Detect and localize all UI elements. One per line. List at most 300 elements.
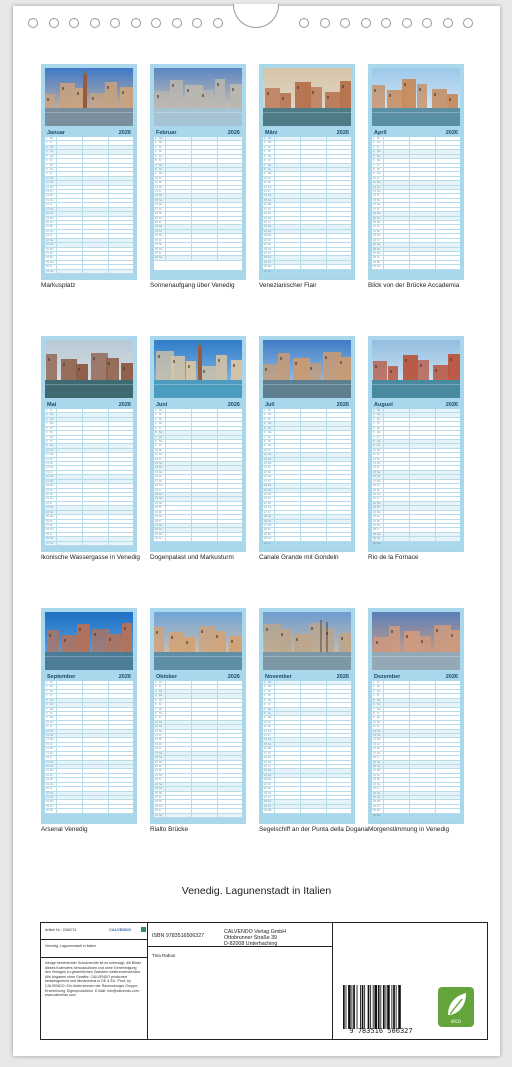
weekday: So bbox=[50, 765, 54, 769]
planner-column bbox=[108, 256, 109, 259]
planner-column bbox=[326, 497, 327, 500]
day-number: 30 bbox=[46, 537, 49, 541]
planner-column bbox=[383, 422, 384, 425]
planner-column bbox=[217, 190, 218, 193]
weekday: Di bbox=[268, 751, 271, 755]
day-number: 12 bbox=[155, 457, 158, 461]
month-photo bbox=[45, 68, 133, 126]
planner-column bbox=[165, 243, 166, 246]
planner-column bbox=[435, 436, 436, 439]
weekday: Sa bbox=[159, 225, 163, 229]
planner-column bbox=[82, 730, 83, 733]
binding-hole bbox=[49, 18, 59, 28]
planner-column bbox=[300, 792, 301, 795]
planner-column bbox=[435, 489, 436, 492]
planner-column bbox=[82, 164, 83, 167]
planner-column bbox=[409, 497, 410, 500]
planner-column bbox=[217, 409, 218, 412]
planner-column bbox=[217, 506, 218, 509]
day-number: 25 bbox=[264, 515, 267, 519]
planner-column bbox=[435, 730, 436, 733]
weekday: Fr bbox=[159, 519, 162, 523]
planner-column bbox=[165, 708, 166, 711]
planner-column bbox=[326, 208, 327, 211]
planner-column bbox=[82, 699, 83, 702]
planner-column bbox=[274, 685, 275, 688]
day-number: 5 bbox=[264, 426, 266, 430]
planner-column bbox=[383, 458, 384, 461]
day-number: 13 bbox=[264, 734, 267, 738]
planner-column bbox=[217, 792, 218, 795]
planner-column bbox=[435, 137, 436, 140]
day-number: 3 bbox=[264, 417, 266, 421]
planner-column bbox=[300, 528, 301, 531]
planner-column bbox=[82, 520, 83, 523]
planner-column bbox=[217, 520, 218, 523]
planner-column bbox=[191, 252, 192, 255]
planner-column bbox=[217, 756, 218, 759]
planner-column bbox=[435, 721, 436, 724]
day-number: 8 bbox=[46, 711, 48, 715]
weekday: Mi bbox=[50, 163, 53, 167]
planner-column bbox=[300, 515, 301, 518]
planner-column bbox=[300, 787, 301, 790]
weekday: Di bbox=[50, 519, 53, 523]
weekday: Mi bbox=[377, 260, 380, 264]
day-number: 22 bbox=[46, 229, 49, 233]
weekday: Do bbox=[50, 229, 54, 233]
weekday: So bbox=[50, 479, 54, 483]
weekday: Fr bbox=[268, 541, 271, 545]
weekday: Fr bbox=[159, 716, 162, 720]
month-photo bbox=[263, 612, 351, 670]
weekday: So bbox=[377, 795, 381, 799]
planner-column bbox=[56, 712, 57, 715]
planner-column bbox=[383, 542, 384, 545]
planner-column bbox=[82, 493, 83, 496]
day-number: 29 bbox=[373, 804, 376, 808]
day-number: 22 bbox=[264, 229, 267, 233]
day-number: 7 bbox=[264, 163, 266, 167]
weekday: Do bbox=[268, 216, 272, 220]
planner-column bbox=[165, 466, 166, 469]
weekday: So bbox=[377, 765, 381, 769]
day-number: 30 bbox=[155, 809, 158, 813]
publisher-city: D-82008 Unterhaching bbox=[224, 941, 278, 947]
day-number: 24 bbox=[46, 510, 49, 514]
planner-column bbox=[274, 444, 275, 447]
day-number: 26 bbox=[155, 247, 158, 251]
weekday: Sa bbox=[50, 238, 54, 242]
planner-column bbox=[274, 537, 275, 540]
planner-column bbox=[165, 155, 166, 158]
day-number: 23 bbox=[155, 506, 158, 510]
weekday: Do bbox=[159, 422, 163, 426]
day-number: 12 bbox=[46, 185, 49, 189]
planner-column bbox=[409, 141, 410, 144]
planner-column bbox=[383, 409, 384, 412]
day-row bbox=[154, 537, 242, 541]
planner-column bbox=[108, 413, 109, 416]
weekday: Mo bbox=[159, 791, 163, 795]
weekday: Di bbox=[268, 176, 271, 180]
planner-column bbox=[56, 694, 57, 697]
planner-column bbox=[82, 721, 83, 724]
planner-column bbox=[108, 252, 109, 255]
day-number: 13 bbox=[264, 190, 267, 194]
planner-column bbox=[217, 738, 218, 741]
day-number: 10 bbox=[373, 448, 376, 452]
planner-column bbox=[165, 168, 166, 171]
weekday: Di bbox=[50, 773, 53, 777]
planner-column bbox=[56, 489, 57, 492]
weekday: Mo bbox=[50, 738, 54, 742]
planner-column bbox=[217, 493, 218, 496]
planner-column bbox=[108, 743, 109, 746]
planner-column bbox=[165, 537, 166, 540]
planner-column bbox=[326, 690, 327, 693]
planner-column bbox=[409, 716, 410, 719]
planner-column bbox=[274, 248, 275, 251]
planner-column bbox=[217, 769, 218, 772]
weekday: Di bbox=[268, 497, 271, 501]
weekday: Mo bbox=[50, 185, 54, 189]
weekday: Di bbox=[50, 711, 53, 715]
planner-column bbox=[217, 524, 218, 527]
weekday: Di bbox=[159, 413, 162, 417]
weekday: Mi bbox=[377, 457, 380, 461]
day-number: 6 bbox=[46, 703, 48, 707]
day-number: 21 bbox=[373, 497, 376, 501]
planner-column bbox=[108, 537, 109, 540]
planner-column bbox=[217, 440, 218, 443]
planner-column bbox=[217, 453, 218, 456]
day-number: 10 bbox=[46, 720, 49, 724]
planner-column bbox=[300, 712, 301, 715]
weekday: Sa bbox=[268, 422, 272, 426]
planner-column bbox=[383, 190, 384, 193]
eco-badge bbox=[438, 987, 474, 1027]
calendar-sheet bbox=[13, 6, 500, 1056]
day-number: 15 bbox=[264, 470, 267, 474]
day-number: 18 bbox=[155, 756, 158, 760]
planner-column bbox=[217, 172, 218, 175]
weekday: Do bbox=[159, 484, 163, 488]
planner-column bbox=[383, 186, 384, 189]
weekday: Fr bbox=[50, 787, 53, 791]
planner-column bbox=[435, 427, 436, 430]
planner-column bbox=[274, 203, 275, 206]
planner-column bbox=[108, 778, 109, 781]
day-number: 14 bbox=[264, 194, 267, 198]
planner-column bbox=[326, 738, 327, 741]
planner-column bbox=[56, 256, 57, 259]
day-grid bbox=[154, 409, 242, 542]
weekday: Di bbox=[159, 506, 162, 510]
day-number: 25 bbox=[155, 787, 158, 791]
planner-column bbox=[56, 769, 57, 772]
weekday: Mi bbox=[159, 479, 162, 483]
day-number: 15 bbox=[46, 198, 49, 202]
day-number: 27 bbox=[373, 795, 376, 799]
planner-column bbox=[56, 708, 57, 711]
weekday: Mo bbox=[377, 707, 381, 711]
day-number: 24 bbox=[373, 510, 376, 514]
day-number: 26 bbox=[155, 791, 158, 795]
weekday: Fr bbox=[268, 221, 271, 225]
weekday: Do bbox=[50, 137, 54, 140]
planner-column bbox=[300, 800, 301, 803]
day-number: 8 bbox=[155, 167, 157, 171]
planner-column bbox=[409, 172, 410, 175]
planner-column bbox=[409, 466, 410, 469]
planner-column bbox=[409, 190, 410, 193]
planner-column bbox=[274, 725, 275, 728]
weekday: Do bbox=[50, 198, 54, 202]
planner-column bbox=[191, 146, 192, 149]
day-number: 2 bbox=[155, 413, 157, 417]
planner-column bbox=[435, 208, 436, 211]
weekday: Mo bbox=[268, 431, 272, 435]
day-number: 20 bbox=[373, 221, 376, 225]
planner-column bbox=[56, 703, 57, 706]
day-number: 5 bbox=[264, 154, 266, 158]
planner-column bbox=[326, 190, 327, 193]
planner-column bbox=[274, 752, 275, 755]
planner-column bbox=[326, 511, 327, 514]
day-number: 23 bbox=[155, 234, 158, 238]
day-number: 17 bbox=[373, 479, 376, 483]
planner-column bbox=[326, 444, 327, 447]
day-number: 14 bbox=[264, 466, 267, 470]
planner-column bbox=[383, 164, 384, 167]
month-year: 2026 bbox=[118, 401, 131, 408]
planner-column bbox=[383, 528, 384, 531]
weekday: Di bbox=[377, 681, 380, 684]
binding-hole bbox=[422, 18, 432, 28]
day-grid bbox=[45, 409, 133, 545]
day-number: 19 bbox=[264, 216, 267, 220]
planner-column bbox=[435, 738, 436, 741]
planner-column bbox=[56, 409, 57, 412]
day-number: 20 bbox=[373, 493, 376, 497]
planner-column bbox=[191, 422, 192, 425]
planner-column bbox=[274, 431, 275, 434]
planner-column bbox=[435, 783, 436, 786]
planner-column bbox=[56, 186, 57, 189]
planner-column bbox=[108, 694, 109, 697]
weekday: Sa bbox=[377, 501, 381, 505]
weekday: Sa bbox=[159, 523, 163, 527]
weekday: Do bbox=[50, 167, 54, 171]
day-number: 26 bbox=[264, 247, 267, 251]
planner-column bbox=[56, 230, 57, 233]
weekday: Fr bbox=[159, 251, 162, 255]
planner-column bbox=[409, 475, 410, 478]
weekday: So bbox=[50, 417, 54, 421]
day-grid bbox=[45, 681, 133, 814]
day-number: 23 bbox=[46, 506, 49, 510]
planner-column bbox=[300, 489, 301, 492]
planner-column bbox=[409, 721, 410, 724]
planner-column bbox=[326, 761, 327, 764]
planner-column bbox=[56, 212, 57, 215]
planner-column bbox=[326, 699, 327, 702]
planner-column bbox=[326, 212, 327, 215]
planner-column bbox=[191, 440, 192, 443]
planner-column bbox=[217, 774, 218, 777]
planner-column bbox=[191, 796, 192, 799]
weekday: Mi bbox=[268, 212, 271, 216]
planner-column bbox=[435, 734, 436, 737]
weekday: Fr bbox=[268, 703, 271, 707]
weekday: Fr bbox=[377, 725, 380, 729]
planner-column bbox=[326, 533, 327, 536]
day-number: 11 bbox=[373, 181, 376, 185]
planner-column bbox=[300, 681, 301, 684]
planner-column bbox=[217, 194, 218, 197]
binding-hole bbox=[151, 18, 161, 28]
planner-column bbox=[56, 805, 57, 808]
day-row bbox=[154, 256, 242, 260]
planner-column bbox=[191, 681, 192, 684]
planner-column bbox=[300, 225, 301, 228]
planner-column bbox=[326, 506, 327, 509]
planner-column bbox=[274, 221, 275, 224]
planner-column bbox=[56, 418, 57, 421]
planner-column bbox=[274, 778, 275, 781]
day-number: 8 bbox=[264, 711, 266, 715]
planner-column bbox=[56, 471, 57, 474]
weekday: Sa bbox=[50, 269, 54, 273]
weekday: Sa bbox=[268, 707, 272, 711]
weekday: Sa bbox=[377, 698, 381, 702]
planner-column bbox=[383, 150, 384, 153]
planner-column bbox=[56, 234, 57, 237]
planner-column bbox=[108, 212, 109, 215]
weekday: Mo bbox=[159, 501, 163, 505]
day-number: 27 bbox=[155, 523, 158, 527]
planner-column bbox=[326, 685, 327, 688]
planner-column bbox=[326, 252, 327, 255]
planner-column bbox=[274, 234, 275, 237]
day-number: 15 bbox=[264, 742, 267, 746]
footer-product-title: Venedig. Lagunenstadt in Italien bbox=[45, 944, 97, 948]
day-number: 7 bbox=[46, 163, 48, 167]
planner-column bbox=[274, 225, 275, 228]
planner-column bbox=[409, 221, 410, 224]
planner-column bbox=[409, 164, 410, 167]
planner-column bbox=[435, 502, 436, 505]
planner-column bbox=[409, 248, 410, 251]
publisher-footer bbox=[40, 922, 488, 1040]
planner-column bbox=[82, 221, 83, 224]
planner-column bbox=[108, 270, 109, 273]
eco-label: eco bbox=[451, 1019, 461, 1025]
planner-column bbox=[383, 141, 384, 144]
weekday: Di bbox=[50, 681, 53, 684]
planner-column bbox=[217, 150, 218, 153]
planner-column bbox=[274, 528, 275, 531]
day-number: 17 bbox=[264, 751, 267, 755]
planner-column bbox=[383, 721, 384, 724]
month-header bbox=[263, 128, 351, 137]
day-number: 21 bbox=[373, 769, 376, 773]
planner-column bbox=[217, 787, 218, 790]
planner-column bbox=[56, 194, 57, 197]
day-number: 28 bbox=[46, 528, 49, 532]
planner-column bbox=[165, 409, 166, 412]
weekday: Mo bbox=[268, 265, 272, 269]
planner-column bbox=[165, 217, 166, 220]
weekday: So bbox=[159, 229, 163, 233]
planner-column bbox=[383, 427, 384, 430]
day-number: 13 bbox=[373, 190, 376, 194]
day-number: 14 bbox=[155, 466, 158, 470]
day-number: 11 bbox=[264, 725, 267, 729]
planner-column bbox=[56, 168, 57, 171]
weekday: Mo bbox=[268, 685, 272, 689]
planner-column bbox=[274, 542, 275, 545]
weekday: Mi bbox=[268, 787, 271, 791]
planner-column bbox=[435, 203, 436, 206]
planner-column bbox=[191, 761, 192, 764]
weekday: Mi bbox=[159, 150, 162, 154]
planner-column bbox=[165, 528, 166, 531]
planner-column bbox=[108, 708, 109, 711]
day-number: 29 bbox=[264, 260, 267, 264]
day-number: 7 bbox=[155, 707, 157, 711]
day-number: 7 bbox=[264, 435, 266, 439]
day-number: 12 bbox=[264, 457, 267, 461]
planner-column bbox=[165, 761, 166, 764]
planner-column bbox=[108, 234, 109, 237]
planner-column bbox=[108, 761, 109, 764]
weekday: Mo bbox=[268, 234, 272, 238]
planner-column bbox=[56, 725, 57, 728]
planner-column bbox=[409, 462, 410, 465]
planner-column bbox=[435, 685, 436, 688]
planner-column bbox=[326, 230, 327, 233]
planner-column bbox=[191, 778, 192, 781]
month-panel-oktober bbox=[150, 608, 246, 824]
planner-column bbox=[191, 449, 192, 452]
planner-column bbox=[108, 177, 109, 180]
planner-column bbox=[217, 444, 218, 447]
day-number: 23 bbox=[373, 778, 376, 782]
planner-column bbox=[300, 418, 301, 421]
planner-column bbox=[274, 765, 275, 768]
planner-column bbox=[56, 225, 57, 228]
binding-hole bbox=[443, 18, 453, 28]
planner-column bbox=[217, 431, 218, 434]
planner-column bbox=[108, 409, 109, 412]
day-number: 18 bbox=[373, 756, 376, 760]
weekday: Mo bbox=[268, 523, 272, 527]
day-number: 10 bbox=[373, 176, 376, 180]
planner-column bbox=[326, 792, 327, 795]
planner-column bbox=[217, 466, 218, 469]
planner-column bbox=[82, 208, 83, 211]
planner-column bbox=[435, 221, 436, 224]
weekday: So bbox=[268, 198, 272, 202]
month-panel-august bbox=[368, 336, 464, 552]
day-number: 10 bbox=[155, 448, 158, 452]
day-number: 22 bbox=[155, 501, 158, 505]
day-number: 7 bbox=[46, 707, 48, 711]
planner-column bbox=[274, 172, 275, 175]
planner-column bbox=[300, 203, 301, 206]
